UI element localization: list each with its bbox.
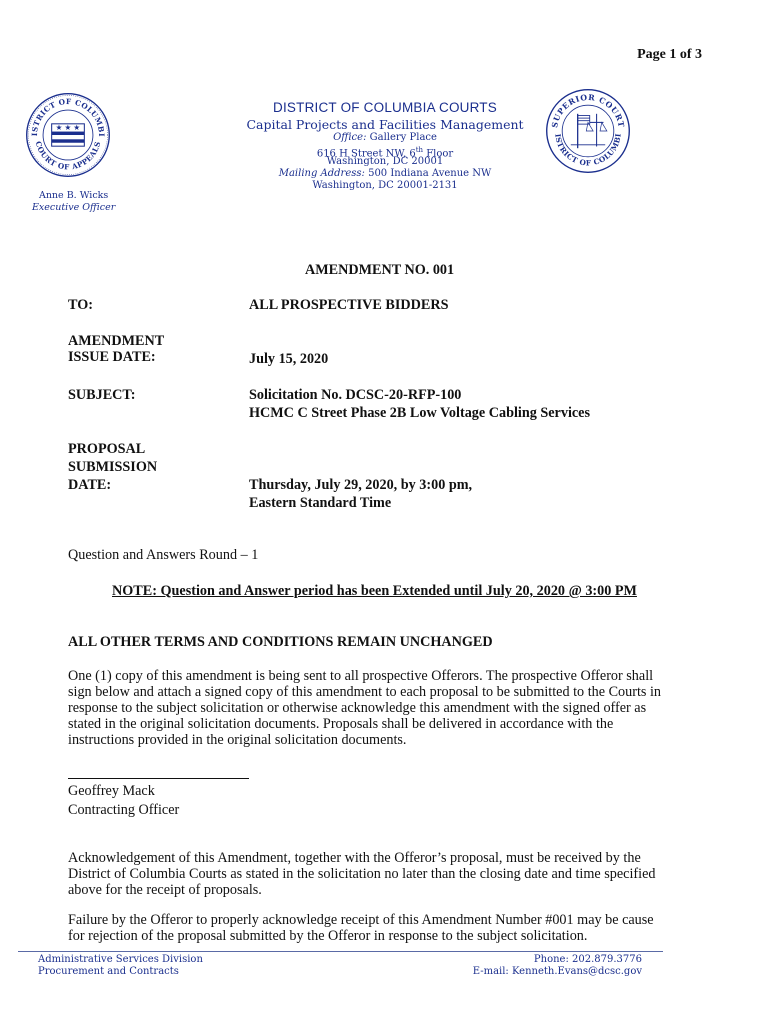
office-address-pre: 616 H Street NW, 6 [316, 148, 416, 160]
office-address-post: Floor [423, 148, 454, 160]
footer-division: Administrative Services Division [38, 954, 203, 965]
para1-line5: instructions provided in the original solicitation documents. [68, 732, 407, 748]
right-seal-bottom-text: ISTRICT OF COLUMBI [553, 132, 623, 168]
extension-note: NOTE: Question and Answer period has been Extended until July 20, 2020 @ 3:00 PM [112, 583, 637, 599]
left-seal-bottom-text: COURT OF APPEALS [33, 140, 103, 172]
department-name: Capital Projects and Facilities Management [246, 117, 524, 132]
svg-text:COURT OF APPEALS [34, 140, 103, 171]
subject-line2: HCMC C Street Phase 2B Low Voltage Cabling Services [249, 405, 591, 421]
issue-date-value: July 15, 2020 [249, 351, 329, 367]
signer-name: Geoffrey Mack [68, 783, 155, 799]
court-of-appeals-seal-graphic [25, 92, 111, 178]
executive-title: Executive Officer [32, 202, 116, 213]
mailing-label: Mailing Address: [278, 168, 365, 179]
signer-title: Contracting Officer [68, 802, 180, 818]
executive-name: Anne B. Wicks [38, 190, 109, 201]
proposal-label-line2: SUBMISSION [68, 459, 158, 475]
office-line [160, 132, 610, 144]
org-name: DISTRICT OF COLUMBIA COURTS [273, 100, 497, 115]
para2-line1: Acknowledgement of this Amendment, together with the Offeror’s proposal, must be received by the [68, 850, 641, 866]
qa-round: Question and Answers Round – 1 [68, 547, 259, 563]
to-label: TO: [68, 297, 93, 313]
footer-divider [18, 951, 663, 952]
terms-unchanged: ALL OTHER TERMS AND CONDITIONS REMAIN UNCHANGED [68, 634, 493, 650]
para1-line3: response to the subject solicitation or otherwise acknowledge this amendment with the signed offer as [68, 700, 647, 716]
footer-right [473, 954, 642, 978]
page-number: Page 1 of 3 [637, 47, 702, 62]
proposal-date-label [68, 441, 157, 493]
subject-label: SUBJECT: [68, 387, 136, 403]
amendment-title: AMENDMENT NO. 001 [305, 262, 455, 278]
office-value: Gallery Place [369, 132, 437, 143]
signature-line [68, 778, 249, 779]
para2-line3: above for the receipt of proposals. [68, 882, 262, 898]
issue-date-label-line2: ISSUE DATE: [68, 349, 156, 365]
subject-line1: Solicitation No. DCSC-20-RFP-100 [249, 387, 462, 403]
to-value: ALL PROSPECTIVE BIDDERS [249, 297, 449, 313]
proposal-date-line1: Thursday, July 29, 2020, by 3:00 pm, [249, 477, 473, 493]
amendment-instructions [68, 668, 708, 748]
para3-line1: Failure by the Offeror to properly acknowledge receipt of this Amendment Number #001 may be cause [68, 912, 654, 928]
svg-text:★ ★ ★: ★ ★ ★ [55, 122, 81, 132]
issue-date-label [68, 333, 164, 365]
proposal-label-line1: PROPOSAL [68, 441, 146, 457]
mailing-line [160, 168, 610, 180]
proposal-date-line2: Eastern Standard Time [249, 495, 392, 511]
footer-phone: Phone: 202.879.3776 [533, 954, 642, 965]
proposal-label-line3: DATE: [68, 477, 112, 493]
footer-email[interactable]: E-mail: Kenneth.Evans@dcsc.gov [472, 966, 642, 977]
court-of-appeals-seal [25, 92, 111, 183]
subject-value [249, 387, 590, 421]
para1-line2: sign below and attach a signed copy of this amendment to each proposal to be submitted to the Courts in [68, 684, 661, 700]
mailing-address-line2: Washington, DC 20001-2131 [312, 180, 458, 191]
footer-department: Procurement and Contracts [38, 966, 179, 977]
para1-line4: stated in the original solicitation documents. Proposals shall be delivered in accordance with the [68, 716, 614, 732]
para2-line2: District of Columbia Courts as stated in the solicitation no later than the closing date and time specified [68, 866, 656, 882]
right-seal-top-text: SUPERIOR COURT [550, 92, 626, 129]
footer-left [38, 954, 203, 978]
office-address-sup: th [415, 146, 424, 154]
office-address-line2: Washington, DC 20001 [326, 156, 444, 167]
mailing-value: 500 Indiana Avenue NW [368, 168, 492, 179]
proposal-date-value [249, 477, 472, 511]
para1-line1: One (1) copy of this amendment is being sent to all prospective Offerors. The prospective Offeror shall [68, 668, 654, 684]
failure-paragraph [68, 912, 708, 944]
executive-officer-block [32, 190, 115, 214]
para3-line2: for rejection of the proposal submitted by the Offeror in response to the subject solicitation. [68, 928, 588, 944]
issue-date-label-line1: AMENDMENT [68, 333, 165, 349]
office-label: Office: [333, 132, 367, 143]
left-seal-top-text: ISTRICT OF COLUMBI [30, 96, 106, 137]
acknowledgement-paragraph [68, 850, 708, 898]
